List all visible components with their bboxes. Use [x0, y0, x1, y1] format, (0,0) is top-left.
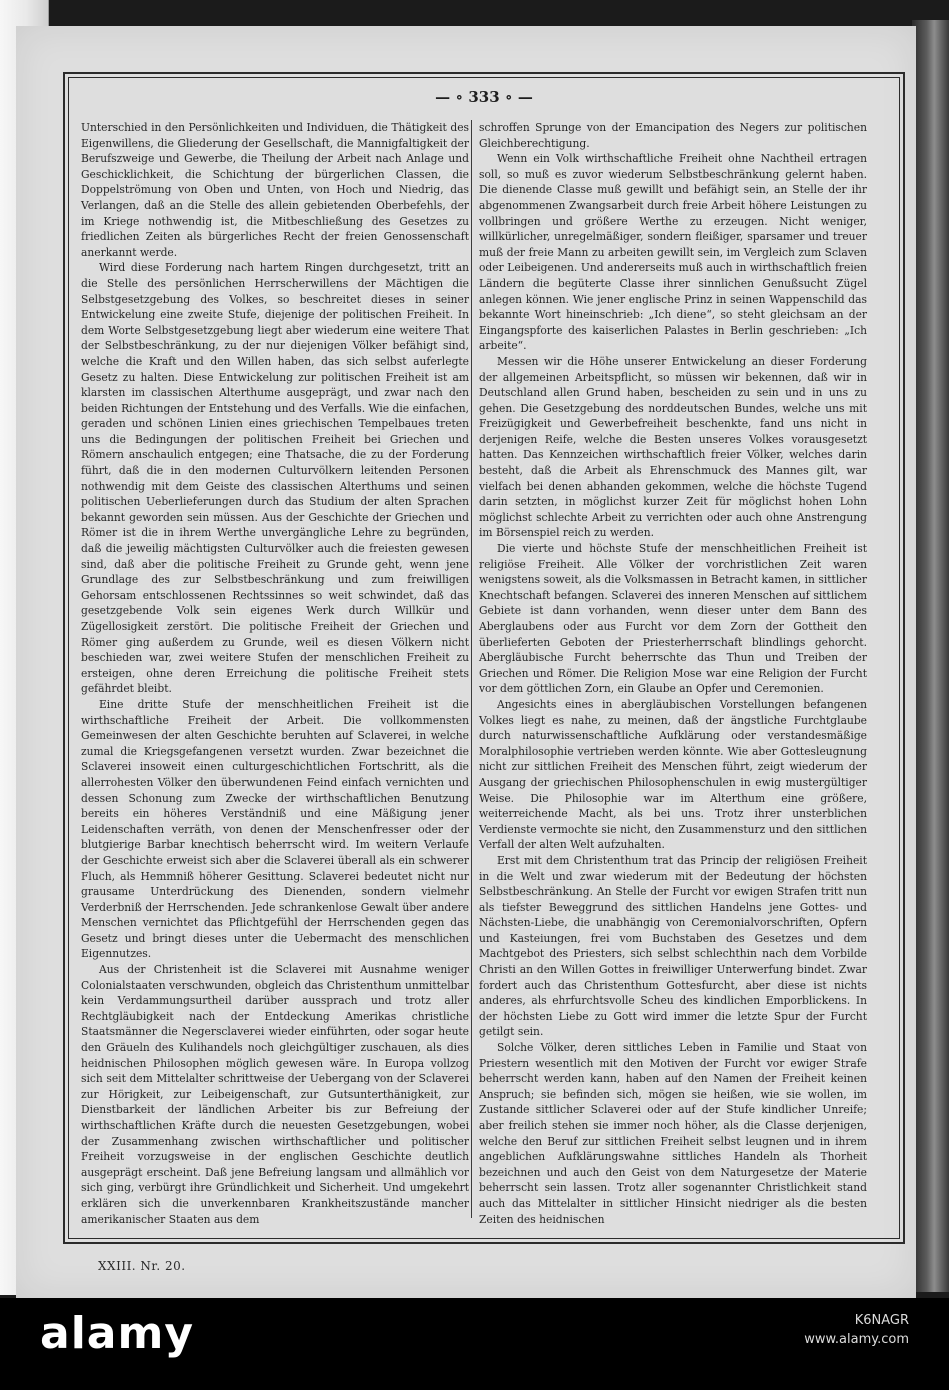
watermark-url: www.alamy.com — [804, 1332, 909, 1347]
paragraph: Angesichts eines in abergläubischen Vorstellungen befangenen Volkes liegt es nahe, zu meinen, daß der ängstliche Furchtglaube durch naturwissenschaftliche Aufklärung oder verstandesmäßige Moralphilosophie vertrieben werden könnte. Wie aber Gottesleugnung nicht zur sittlichen Freiheit des Menschen führt, zeigt wiederum der Ausgang der griechischen Philosophenschulen in ewig mustergültiger Weise. Die Philosophie war im Alterthum eine größere, weiterreichende Macht, als bei uns. Trotz ihrer unsterblichen Verdienste vermochte sie nicht, den Zusammensturz und den sittlichen Verfall der alten Welt aufzuhalten. — [479, 697, 867, 852]
alamy-logo: alamy — [40, 1308, 194, 1359]
paragraph: Wenn ein Volk wirthschaftliche Freiheit ohne Nachtheil ertragen soll, so muß es zuvor wiederum Selbstbeschränkung gelernt haben. Die dienende Classe muß gewillt und befähigt sein, an Stelle der ihr abgenommenen Zwangsarbeit durch freie Arbeit höhere Leistungen zu vollbringen und größere Werthe zu erzeugen. Nicht weniger, willkürlicher, unregelmäßiger, sondern fleißiger, sparsamer und treuer muß der freie Mann zu arbeiten gewillt sein, im Vergleich zum Sclaven oder Leibeigenen. Und andererseits muß auch in wirthschaftlich freien Ländern die begüterte Classe ihrer sinnlichen Genußsucht Zügel anlegen können. Wie jener englische Prinz in seinen Wappenschild das bekannte Wort hineinschrieb: „Ich diene“, so steht gleichsam an der Eingangspforte des kaiserlichen Palastes in Berlin geschrieben: „Ich arbeite“. — [479, 152, 867, 353]
paragraph: Unterschied in den Persönlichkeiten und Individuen, die Thätigkeit des Eigenwillens, die Gliederung der Gesellschaft, die Mannigfaltigkeit der Berufszweige und Gewerbe, die Theilung der Arbeit nach Anlage und Geschicklichkeit, die Schichtung der bürgerlichen Classen, die Doppelströmung von Oben und Unten, von Hoch und Niedrig, das Verlangen, daß an die Stelle des allein gebietenden Oberbefehls, der im Kriege nothwendig ist, die Mitbeschließung des Gesetzes zu friedlichen Zeiten als bürgerliches Recht der freien Genossenschaft anerkannt werde. — [81, 121, 469, 259]
paragraph: Die vierte und höchste Stufe der menschheitlichen Freiheit ist religiöse Freiheit. Alle Völker der vorchristlichen Zeit waren wenigstens soweit, als die Volksmassen in Betracht kamen, in sittlicher Knechtschaft befangen. Sclaverei des inneren Menschen auf sittlichem Gebiete ist dann vorhanden, wenn dieser unter dem Bann des Aberglaubens oder aus Furcht vor dem Zorn der Gottheit den überlieferten Geboten der Priesterherrschaft blindlings gehorcht. Abergläubische Furcht beherrschte das Thun und Treiben der Griechen und Römer. Die Religion Mose war eine Religion der Furcht vor dem göttlichen Zorn, ein Glaube an Opfer und Ceremonien. — [479, 542, 867, 696]
paragraph: Eine dritte Stufe der menschheitlichen Freiheit ist die wirthschaftliche Freiheit der Arbeit. Die vollkommensten Gemeinwesen der alten Geschichte beruhten auf Sclaverei, in welche zumal die Kriegsgefangenen versetzt wurden. Zwar bezeichnet die Sclaverei insoweit einen culturgeschichtlichen Fortschritt, als die allerrohesten Völker den überwundenen Feind einfach vernichten und dessen Schonung zum Zwecke der wirthschaftlichen Benutzung bereits ein höheres Verständniß und eine Mäßigung jener Leidenschaften verräth, von denen der Menschenfresser oder der blutgierige Barbar knechtisch beherrscht wird. Im weitern Verlaufe der Geschichte erweist sich aber die Sclaverei überall als ein schwerer Fluch, als Hemmniß höherer Gesittung. Sclaverei bedeutet nicht nur grausame Unterdrückung des Dienenden, sondern vielmehr Verderbniß der Herrschenden. Jede schrankenlose Gewalt über andere Menschen vernichtet das Pflichtgefühl der Herrschenden gegen das Gesetz und bringt dieses unter die Uebermacht des menschlichen Eigennutzes. — [81, 697, 469, 961]
book-spine — [912, 20, 949, 1292]
paragraph: Wird diese Forderung nach hartem Ringen durchgesetzt, tritt an die Stelle des persönlichen Herrscherwillens der Mächtigen die Selbstgesetzgebung des Volkes, so beschreitet dieses in seiner Entwickelung eine zweite Stufe, diejenige der politischen Freiheit. In dem Worte Selbstgesetzgebung liegt aber wiederum eine weitere That der Selbstbeschränkung, zu der nur diejenigen Völker befähigt sind, welche die Kraft und den Willen haben, das sich selbst auferlegte Gesetz zu halten. Diese Entwickelung zur politischen Freiheit ist am klarsten im classischen Alterthume ausgeprägt, und zwar nach den beiden Richtungen der Entstehung und des Verfalls. Wie die einfachen, geraden und schönen Linien eines griechischen Tempelbaues treten uns die Bedingungen der politischen Freiheit bei Griechen und Römern anschaulich entgegen; eine Thatsache, die zu der Forderung führt, daß die in den modernen Culturvölkern leitenden Personen nothwendig mit dem Geiste des classischen Alterthums und seinen politischen Ueberlieferungen durch das Studium der alten Sprachen bekannt geworden sein müssen. Aus der Geschichte der Griechen und Römer ist die in ihrem Werthe unvergängliche Lehre zu begründen, daß die jeweilig mächtigsten Culturvölker auch die freiesten gewesen sind, daß aber die politische Freiheit zu Grunde geht, wenn jene Grundlage des zur Selbstbeschränkung und zum freiwilligen Gehorsam entschlossenen Rechtssinnes so weit schwindet, daß das gesetzgebende Volk sein eigenes Werk durch Willkür und Zügellosigkeit zerstört. Die politische Freiheit der Griechen und Römer ging außerdem zu Grunde, weil es diesen Völkern nicht beschieden war, zwei weitere Stufen der menschlichen Freiheit zu ersteigen, ohne deren Erreichung die politische Freiheit stets gefährdet bleibt. — [81, 261, 469, 696]
paragraph: Erst mit dem Christenthum trat das Princip der religiösen Freiheit in die Welt und zwar wiederum mit der Bedeutung der höchsten Selbstbeschränkung. An Stelle der Furcht vor ewigen Strafen tritt nun als tiefster Beweggrund des sittlichen Handelns jene Gottes- und Nächsten-Liebe, die unabhängig von Ceremonialvorschriften, Opfern und Kasteiungen, frei vom Buchstaben des Gesetzes und dem Machtgebot des Priesters, sich selbst schlechthin nach dem Vorbilde Christi an den Willen Gottes in freiwilliger Unterwerfung bindet. Zwar fordert auch das Christenthum Gottesfurcht, aber diese ist nichts anderes, als ehrfurchtsvolle Scheu des kindlichen Emporblickens. In der höchsten Liebe zu Gott wird immer die letzte Spur der Furcht getilgt sein. — [479, 853, 867, 1039]
page-number: — ∘ 333 ∘ — — [435, 88, 533, 106]
image-id: K6NAGR — [854, 1313, 909, 1328]
page-frame — [63, 72, 905, 1244]
paragraph: Aus der Christenheit ist die Sclaverei mit Ausnahme weniger Colonialstaaten verschwunden, obgleich das Christenthum unmittelbar kein Verdammungsurtheil darüber aussprach und trotz aller Rechtgläubigkeit nach der Entdeckung Amerikas christliche Staatsmänner die Negersclaverei wieder einführten, oder sogar heute den Gräueln des Kulihandels noch gleichgültiger zuschauen, als dies heidnischen Philosophen möglich gewesen wäre. In Europa vollzog sich seit dem Mittelalter schrittweise der Uebergang von der Sclaverei zur Hörigkeit, zur Leibeigenschaft, zur Gutsunterthänigkeit, zur Dienstbarkeit der ländlichen Arbeiter bis zur Befreiung der wirthschaftlichen Kräfte durch die neuesten Gesetzgebungen, wobei der Zusammenhang zwischen wirthschaftlicher und politischer Freiheit vorzugsweise in der englischen Geschichte deutlich ausgeprägt erscheint. Daß jene Befreiung langsam und allmählich vor sich ging, verbürgt ihre Gründlichkeit und Sicherheit. Und umgekehrt erklären sich die unverkennbaren Krankheitszustände mancher amerikanischer Staaten aus dem — [81, 963, 469, 1226]
issue-footer: XXIII. Nr. 20. — [98, 1259, 186, 1273]
left-column — [81, 120, 469, 1226]
paragraph: schroffen Sprunge von der Emancipation des Negers zur politischen Gleichberechtigung. — [479, 121, 867, 150]
book-page — [16, 26, 916, 1298]
right-column — [479, 120, 867, 1226]
column-divider — [471, 120, 472, 1218]
paragraph: Solche Völker, deren sittliches Leben in Familie und Staat von Priestern wesentlich mit den Motiven der Furcht vor ewiger Strafe beherrscht werden kann, haben auf den Namen der Freiheit keinen Anspruch; sie befinden sich, mögen sie heißen, wie sie wollen, im Zustande sittlicher Sclaverei oder auf der Stufe kindlicher Unreife; aber freilich stehen sie immer noch höher, als die Classe derjenigen, welche den Beruf zur sittlichen Freiheit selbst leugnen und in ihrem angeblichen Aufklärungswahne sittliches Handeln als Thorheit bezeichnen und auch den Geist von dem Naturgesetze der Materie beherrscht sein lassen. Trotz aller sogenannter Christlichkeit stand auch das Mittelalter in sittlicher Hinsicht niedriger als die besten Zeiten des heidnischen — [479, 1041, 867, 1226]
paragraph: Messen wir die Höhe unserer Entwickelung an dieser Forderung der allgemeinen Arbeitspflicht, so müssen wir bekennen, daß wir in Deutschland allen Grund haben, bescheiden zu sein und in uns zu gehen. Die Gesetzgebung des norddeutschen Bundes, welche uns mit Freizügigkeit und Gewerbefreiheit beschenkte, fand uns nicht in derjenigen Reife, welche die Besten unseres Volkes vorausgesetzt hatten. Das Kennzeichen wirthschaftlich freier Völker, welches darin besteht, daß die Arbeit als Ehrenschmuck des Mannes gilt, war vielfach bei denen abhanden gekommen, welche die höchste Tugend darin setzten, in möglichst kurzer Zeit für möglichst hohen Lohn möglichst schlechte Arbeit zu verrichten oder auch ohne Anstrengung im Börsenspiel reich zu werden. — [479, 354, 867, 540]
watermark-info — [804, 1313, 909, 1347]
